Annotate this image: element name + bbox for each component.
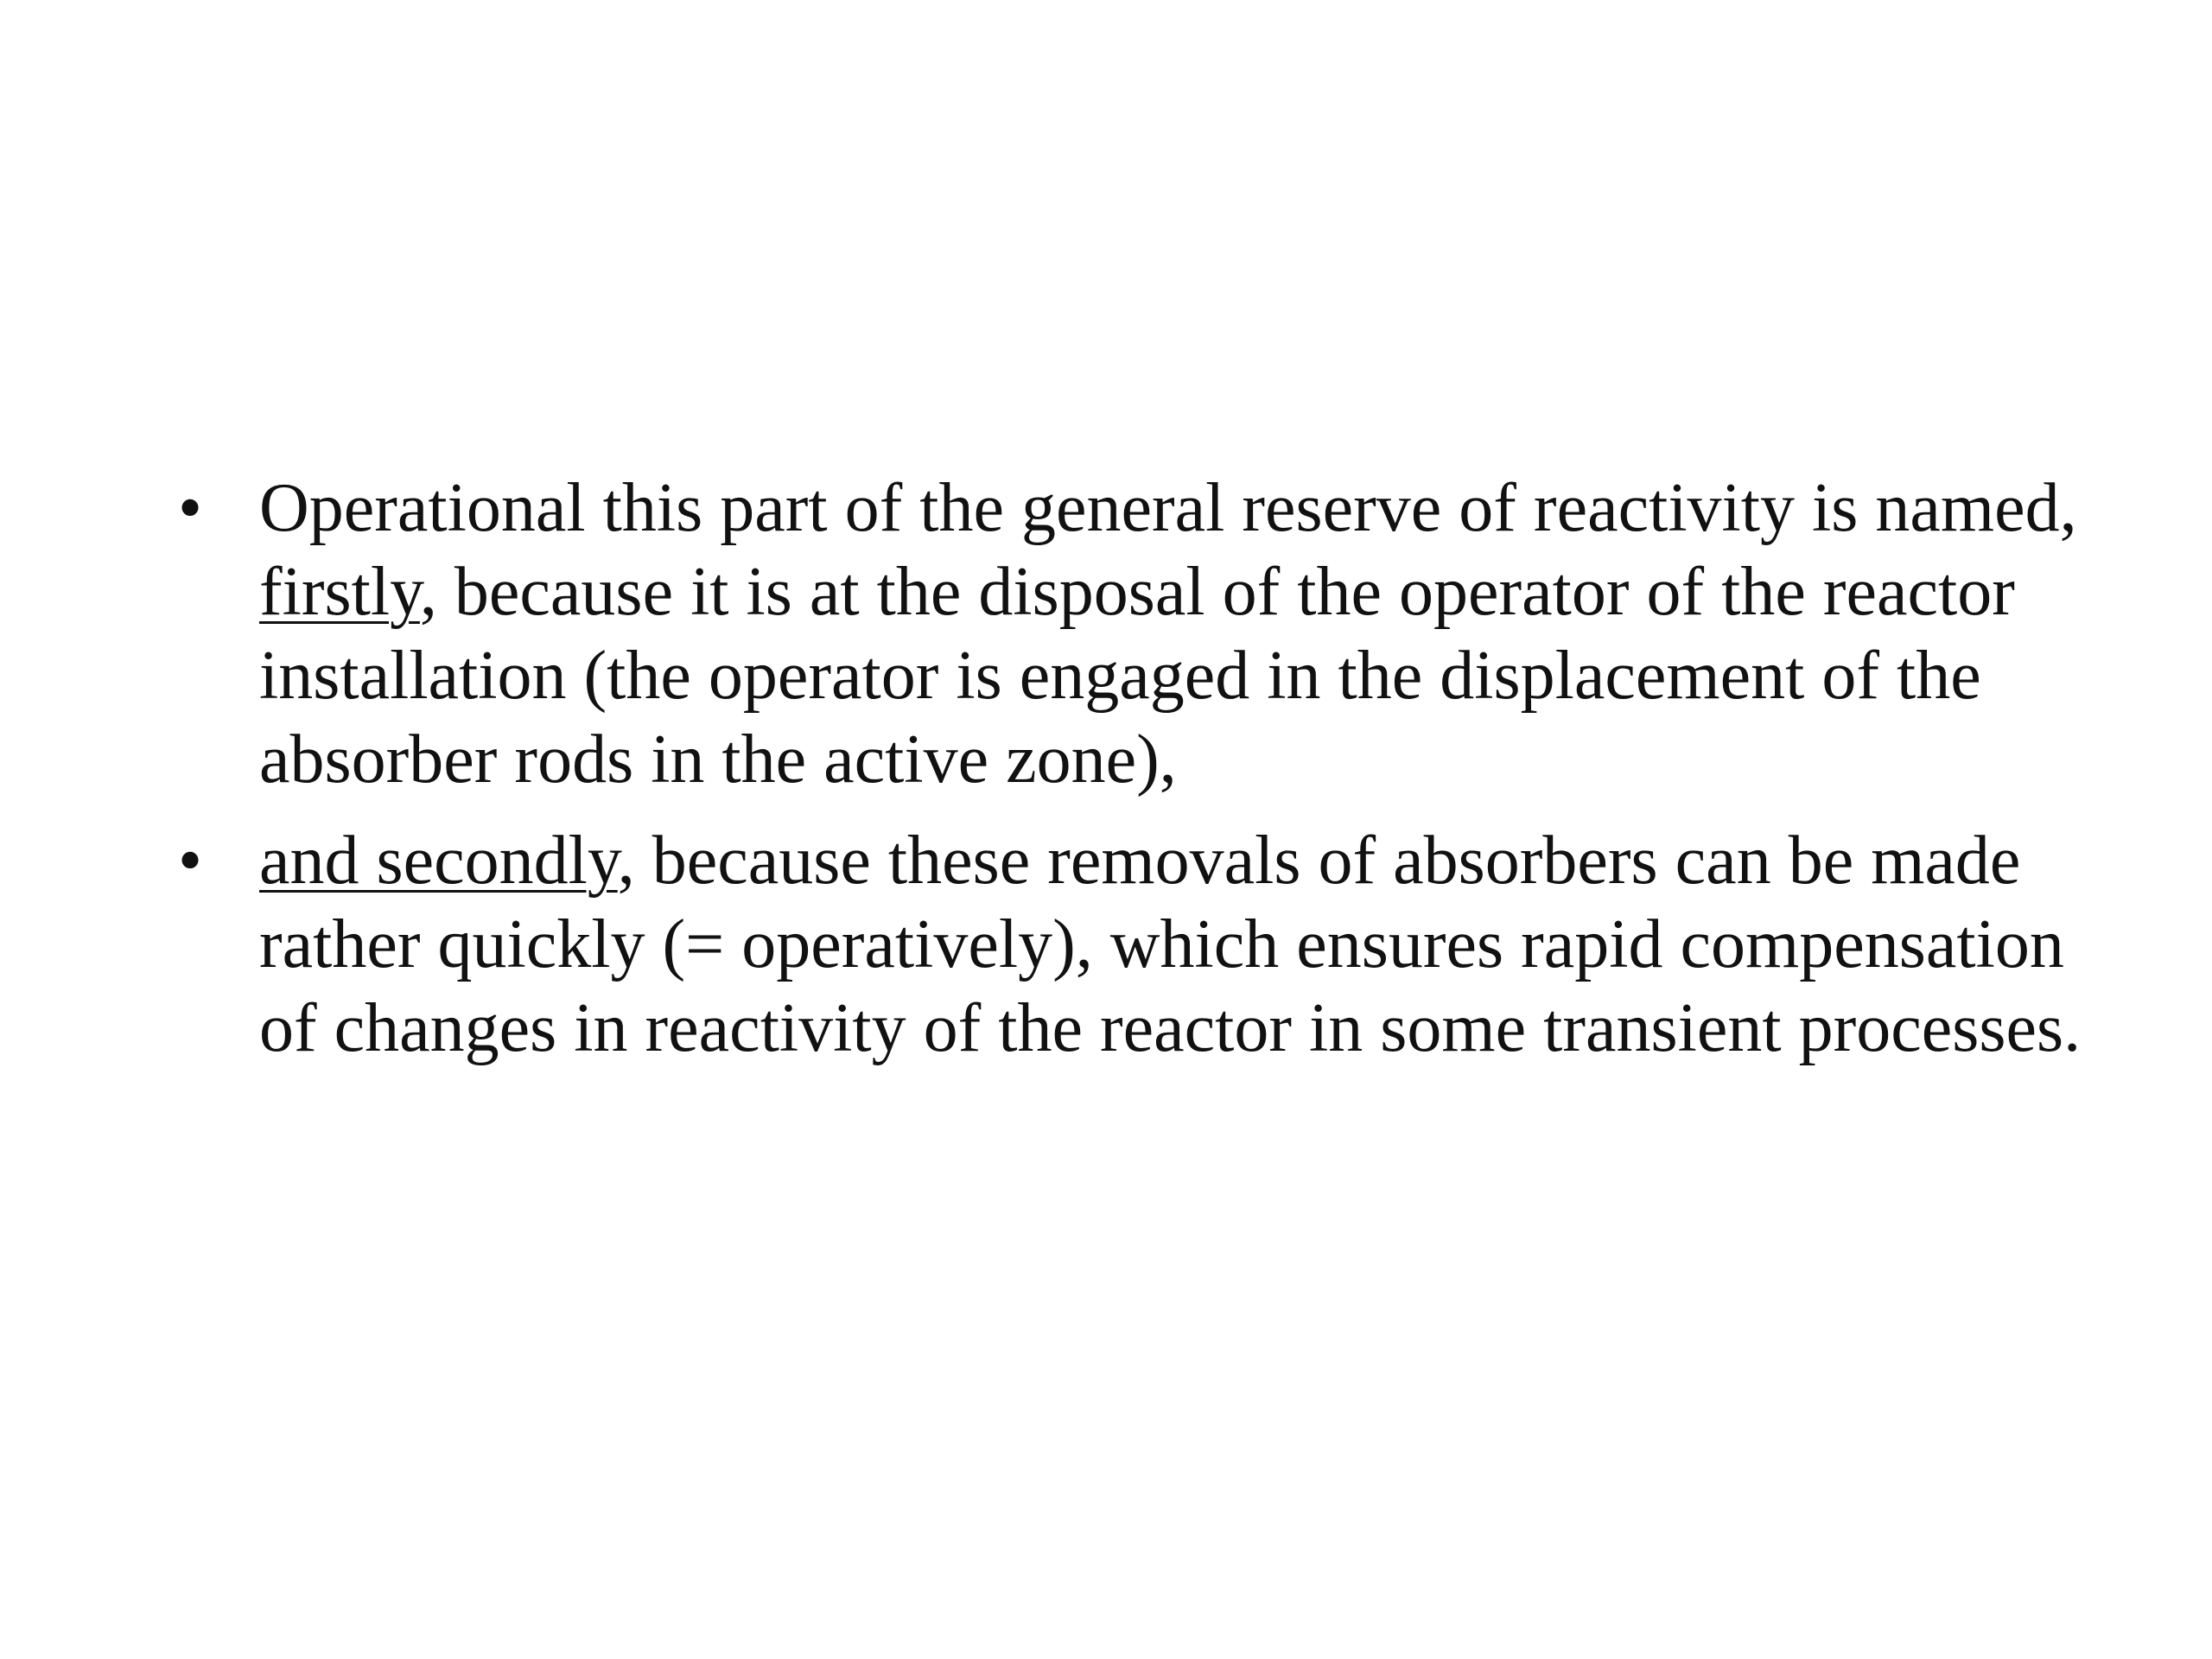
bullet-item-secondly <box>173 819 2108 1071</box>
bullet-text-rest: , because it is at the disposal of the operator of the reactor installation (the operator is engaged in the displacement of the absorber rods in the active zone), <box>259 554 2015 798</box>
bullet-marker: • <box>177 470 202 546</box>
bullet-text-rest: , because these removals of absorbers can be made rather quickly (= operatively), which ensures rapid compensation of changes in reactivity of the reactor in some transient processes. <box>259 823 2082 1066</box>
bullet-item-firstly <box>173 467 2108 802</box>
emphasis-and-secondly: and secondly <box>259 823 618 899</box>
emphasis-firstly: firstly <box>259 554 420 630</box>
bullet-marker: • <box>177 823 202 899</box>
bullet-text-lead: Operational this part of the general reserve of reactivity is named, <box>259 470 2077 546</box>
bullet-list <box>173 467 2108 1088</box>
